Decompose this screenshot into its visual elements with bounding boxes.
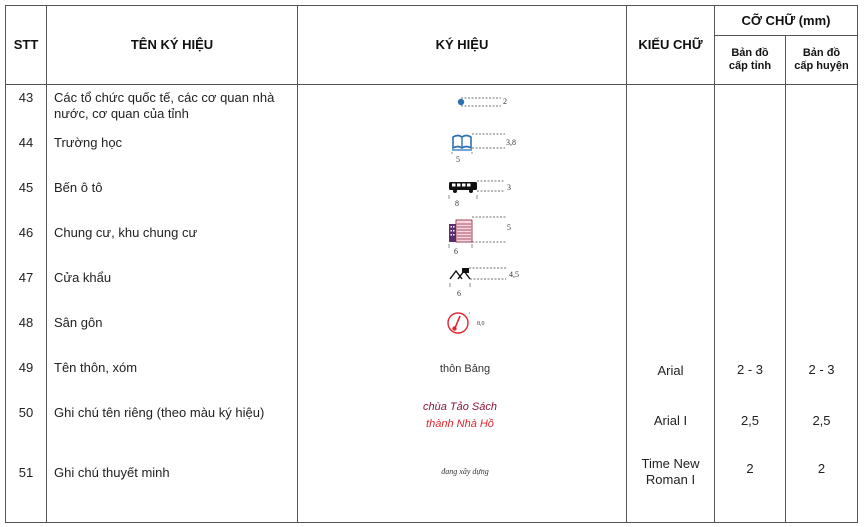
row-45-name: Bến ô tô bbox=[54, 180, 103, 195]
row-46-stt: 46 bbox=[18, 225, 34, 240]
row-51-font: Time New Roman I bbox=[641, 456, 700, 487]
row-50-size-district: 2,5 bbox=[812, 413, 831, 428]
school-book-icon bbox=[450, 132, 512, 154]
column-divider-font bbox=[714, 5, 715, 523]
column-divider-symbol bbox=[626, 5, 627, 523]
row-51-size-district: 2 bbox=[817, 461, 826, 476]
header-province-map: Bản đồ cấp tỉnh bbox=[728, 47, 772, 72]
row-50-stt: 50 bbox=[18, 405, 34, 420]
header-symbol: KÝ HIỆU bbox=[435, 37, 489, 52]
header-district-map: Bản đồ cấp huyện bbox=[794, 47, 849, 72]
golf-course-icon bbox=[446, 311, 476, 337]
row-43-stt: 43 bbox=[18, 90, 34, 105]
header-name: TÊN KÝ HIỆU bbox=[130, 37, 214, 52]
row-47-stt: 47 bbox=[18, 270, 34, 285]
row-44-stt: 44 bbox=[18, 135, 34, 150]
row-50-sample-2: thành Nhà Hồ bbox=[426, 418, 494, 430]
row-43-label-height: 2 bbox=[503, 97, 507, 106]
row-44-label-height: 3,8 bbox=[506, 138, 516, 147]
row-45-stt: 45 bbox=[18, 180, 34, 195]
organization-dot-icon bbox=[455, 97, 505, 109]
row-51-size-province: 2 bbox=[746, 461, 754, 476]
row-51-stt: 51 bbox=[18, 465, 34, 480]
row-50-name: Ghi chú tên riêng (theo màu ký hiệu) bbox=[54, 405, 265, 420]
row-49-size-district: 2 - 3 bbox=[808, 362, 835, 377]
row-47-name: Cửa khẩu bbox=[54, 270, 112, 285]
row-45-label-width: 8 bbox=[455, 199, 459, 208]
header-font-style: KIỂU CHỮ bbox=[638, 37, 703, 52]
row-48-name: Sân gôn bbox=[54, 315, 103, 330]
border-gate-icon bbox=[448, 265, 510, 289]
row-47-label-height: 4,5 bbox=[509, 270, 519, 279]
column-divider-size bbox=[785, 35, 786, 523]
row-50-font: Arial I bbox=[653, 413, 688, 428]
row-46-label-width: 6 bbox=[454, 247, 458, 256]
row-50-size-province: 2,5 bbox=[740, 413, 760, 428]
table-border-top bbox=[5, 5, 858, 6]
row-49-stt: 49 bbox=[18, 360, 34, 375]
row-49-sample: thôn Bảng bbox=[439, 363, 491, 375]
header-stt: STT bbox=[13, 37, 39, 52]
row-46-label-height: 5 bbox=[507, 223, 511, 232]
row-46-name: Chung cư, khu chung cư bbox=[54, 225, 198, 240]
row-45-label-height: 3 bbox=[507, 183, 511, 192]
row-51-name: Ghi chú thuyết minh bbox=[54, 465, 170, 480]
row-43-name: Các tổ chức quốc tế, các cơ quan nhà nước, cơ quan của tỉnh bbox=[54, 90, 275, 121]
header-divider bbox=[714, 35, 858, 36]
row-49-font: Arial bbox=[657, 363, 684, 378]
apartment-building-icon bbox=[447, 214, 511, 248]
bus-icon bbox=[446, 178, 508, 200]
row-44-name: Trường học bbox=[54, 135, 123, 150]
row-44-label-width: 5 bbox=[456, 155, 460, 164]
row-48-label-height: 8,0 bbox=[477, 321, 485, 327]
row-51-sample: đang xây dựng bbox=[441, 467, 489, 476]
table-border-bottom bbox=[5, 522, 858, 523]
row-49-size-province: 2 - 3 bbox=[736, 362, 763, 377]
header-size: CỠ CHỮ (mm) bbox=[741, 13, 831, 28]
row-49-name: Tên thôn, xóm bbox=[54, 360, 138, 375]
table-border-left bbox=[5, 5, 6, 523]
row-48-stt: 48 bbox=[18, 315, 34, 330]
column-divider-stt bbox=[46, 5, 47, 523]
column-divider-name bbox=[297, 5, 298, 523]
row-50-sample-1: chùa Tảo Sách bbox=[423, 401, 497, 413]
header-bottom-border bbox=[5, 84, 858, 85]
row-47-label-width: 6 bbox=[457, 289, 461, 298]
table-border-right bbox=[857, 5, 858, 523]
